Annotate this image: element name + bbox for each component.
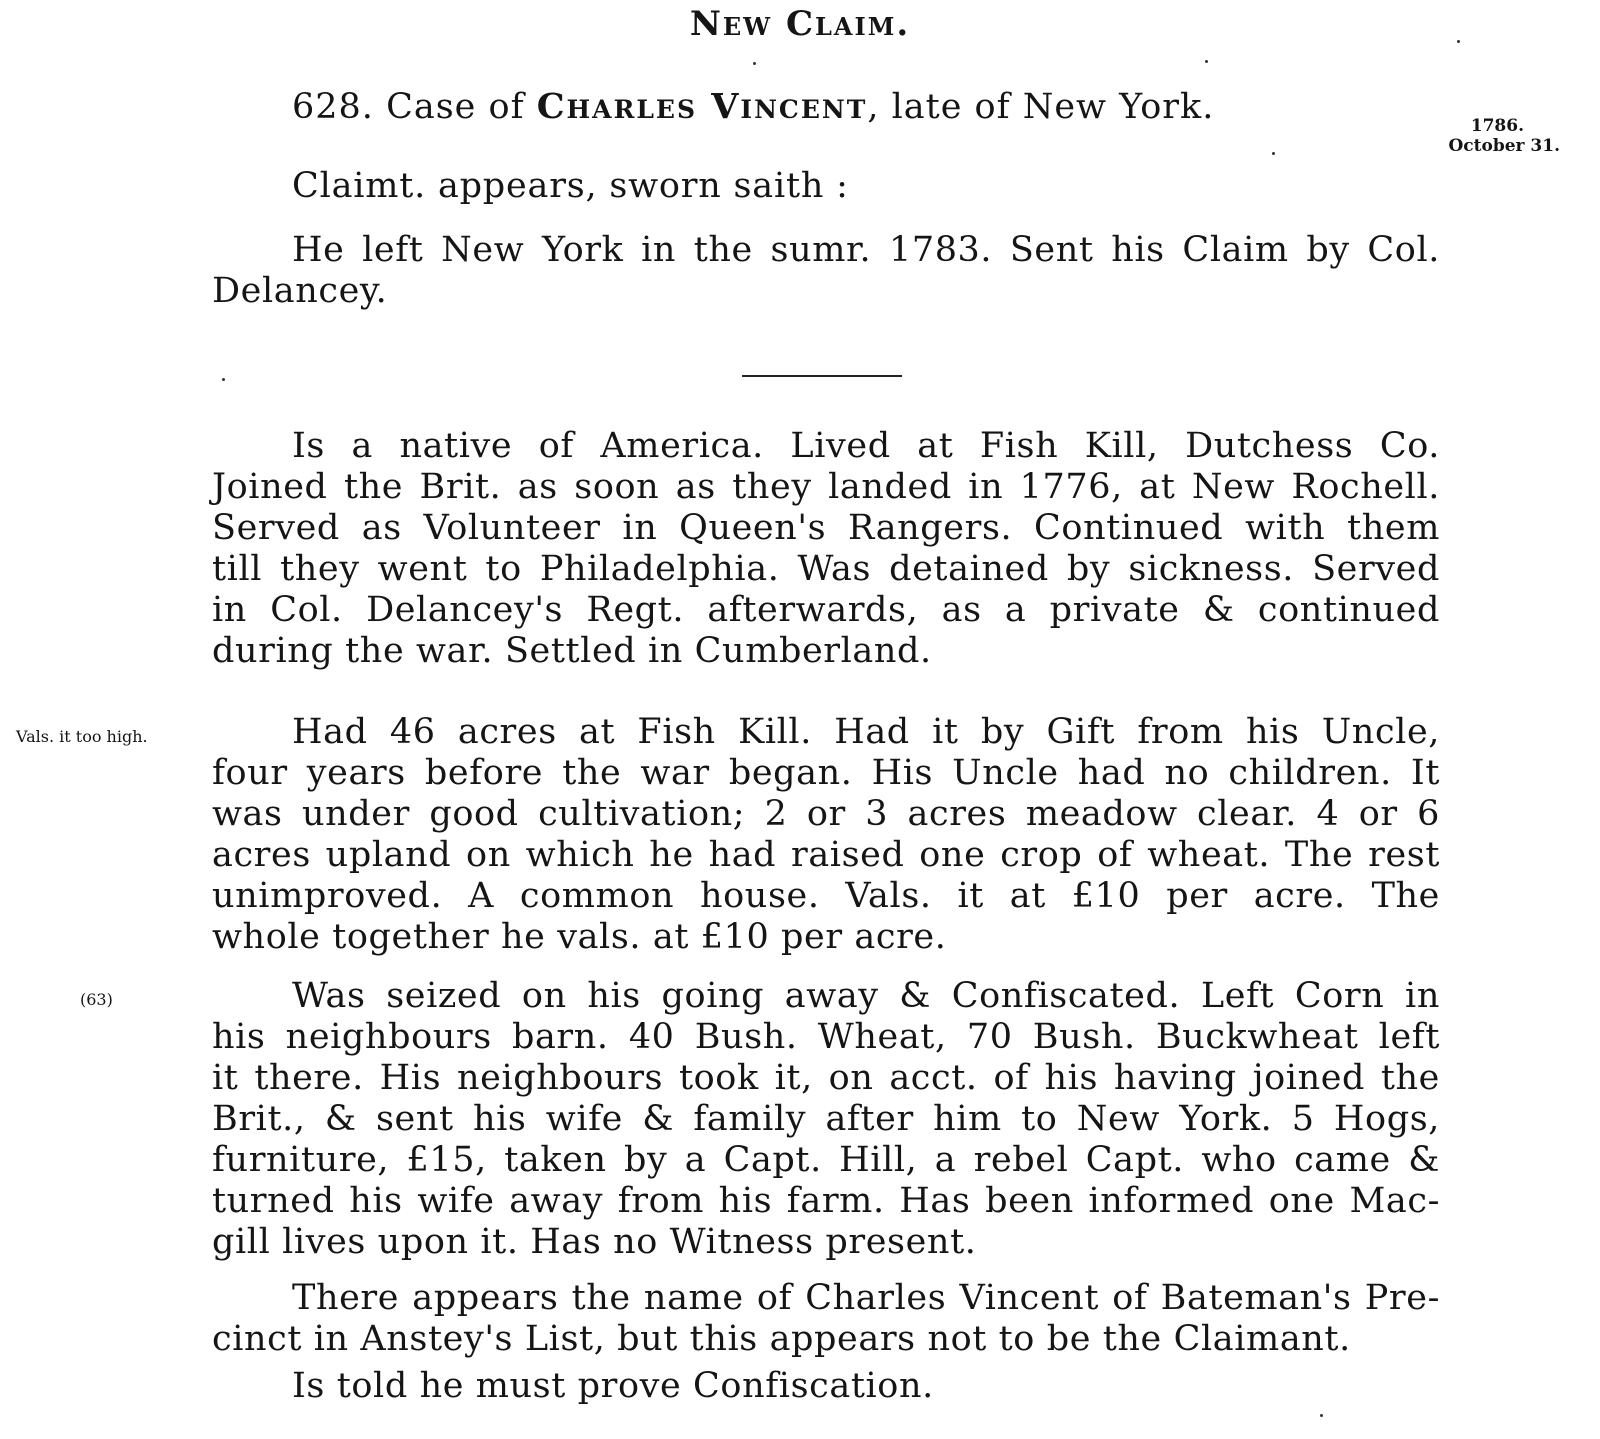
margin-date: [1400, 116, 1560, 156]
case-number: 628.: [292, 87, 374, 127]
paragraph-line: Brit., & sent his wife & family after him to New York. 5 Hogs,: [212, 1099, 1440, 1139]
page-heading: New Claim.: [689, 4, 911, 44]
paragraph-4: [212, 976, 1440, 1263]
paragraph-line: Was seized on his going away & Confiscated. Left Corn in: [292, 976, 1440, 1016]
paragraph-line: furniture, £15, taken by a Capt. Hill, a rebel Capt. who came &: [212, 1140, 1440, 1180]
print-speck: [1457, 40, 1460, 43]
print-speck: [222, 378, 225, 381]
paragraph-line: unimproved. A common house. Vals. it at £10 per acre. The: [212, 876, 1440, 916]
margin-note: Vals. it too high.: [16, 727, 148, 746]
paragraph-line: He left New York in the sumr. 1783. Sent his Claim by Col.: [292, 230, 1440, 270]
claimt-line: Claimt. appears, sworn saith :: [292, 166, 849, 206]
case-suffix: , late of New York.: [867, 87, 1215, 127]
paragraph-line: whole together he vals. at £10 per acre.: [212, 917, 947, 957]
paragraph-line: acres upland on which he had raised one crop of wheat. The rest: [212, 835, 1440, 875]
paragraph-line: during the war. Settled in Cumberland.: [212, 631, 932, 671]
paragraph-6: [212, 1366, 1440, 1407]
case-prefix: Case of: [386, 87, 525, 127]
paragraph-line: till they went to Philadelphia. Was detained by sickness. Served: [212, 549, 1440, 589]
paragraph-2: [212, 426, 1440, 672]
paragraph-line: gill lives upon it. Has no Witness present.: [212, 1222, 977, 1262]
paragraph-line: four years before the war began. His Uncle had no children. It: [212, 753, 1440, 793]
paragraph-line: cinct in Anstey's List, but this appears not to be the Claimant.: [212, 1319, 1351, 1359]
paragraph-line: Is a native of America. Lived at Fish Kill, Dutchess Co.: [292, 426, 1440, 466]
paragraph-line: Joined the Brit. as soon as they landed in 1776, at New Rochell.: [212, 467, 1440, 507]
paragraph-line: in Col. Delancey's Regt. afterwards, as a private & continued: [212, 590, 1440, 630]
paragraph-1: [212, 230, 1440, 312]
margin-date-day: October 31.: [1448, 136, 1560, 156]
paragraph-line: There appears the name of Charles Vincent of Bateman's Pre-: [292, 1278, 1440, 1318]
paragraph-line: turned his wife away from his farm. Has been informed one Mac-: [212, 1181, 1440, 1221]
paragraph-line: was under good cultivation; 2 or 3 acres meadow clear. 4 or 6: [212, 794, 1440, 834]
paragraph-line: Delancey.: [212, 271, 388, 311]
print-speck: [1272, 152, 1275, 155]
paragraph-line: Is told he must prove Confiscation.: [292, 1366, 934, 1406]
margin-date-year: 1786.: [1470, 116, 1524, 136]
section-divider: [742, 375, 902, 377]
paragraph-line: Served as Volunteer in Queen's Rangers. Continued with them: [212, 508, 1440, 548]
paragraph-line: it there. His neighbours took it, on acct. of his having joined the: [212, 1058, 1440, 1098]
paragraph-line: his neighbours barn. 40 Bush. Wheat, 70 Bush. Buckwheat left: [212, 1017, 1440, 1057]
print-speck: [1320, 1414, 1323, 1417]
print-speck: [753, 62, 756, 65]
paragraph-3: [212, 712, 1440, 958]
claimant-name: Charles Vincent: [536, 86, 868, 127]
paragraph-5: [212, 1278, 1440, 1360]
paragraph-line: Had 46 acres at Fish Kill. Had it by Gift from his Uncle,: [292, 712, 1440, 752]
case-title: [292, 86, 1214, 127]
print-speck: [1205, 60, 1208, 63]
margin-number: (63): [80, 990, 113, 1009]
